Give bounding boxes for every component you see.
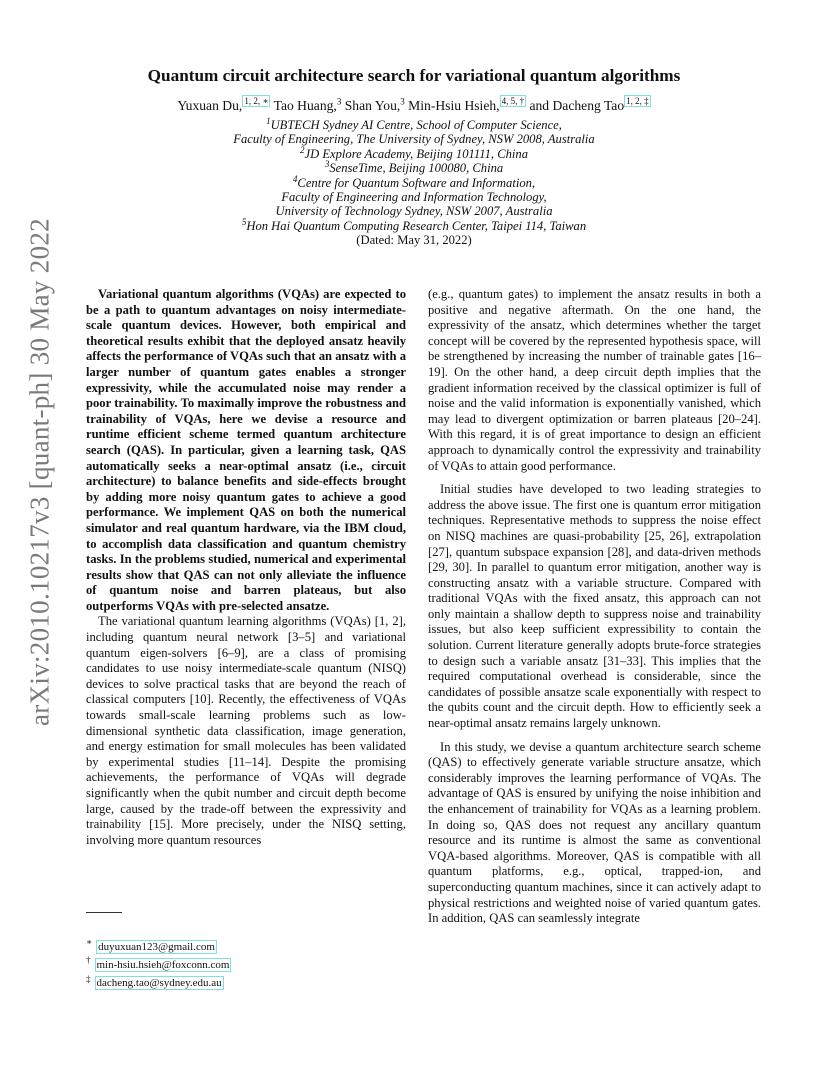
- footnote: ‡ dacheng.tao@sydney.edu.au: [86, 973, 222, 990]
- author-name: Tao Huang,: [273, 98, 337, 113]
- author-sup[interactable]: 1, 2, ‡: [626, 96, 649, 107]
- email-link[interactable]: dacheng.tao@sydney.edu.au: [96, 977, 222, 990]
- body-paragraph: In this study, we devise a quantum architecture search scheme (QAS) to effectively generate variable structure ansatze, which considerably improves the learning performance of VQAs. The advantage of QAS is ensured by unifying the noise inhibition and the enhancement of trainability for VQAs as a learning problem. In doing so, QAS does not request any ancillary quantum resource and its runtime is almost the same as conventional VQA-based algorithms. Moreover, QAS is compatible with all quantum platforms, e.g., optical, trapped-ion, and superconducting quantum machines, since it can actively adapt to physical restrictions and weighted noise of varied quantum gates. In addition, QAS can seamlessly integrate: [428, 739, 761, 926]
- footnote: ∗ duyuxuan123@gmail.com: [86, 937, 215, 953]
- affiliation-line: University of Technology Sydney, NSW 2007, Australia: [275, 204, 553, 219]
- arxiv-id: arXiv:2010.10217v3 [quant-ph] 30 May 2022: [24, 218, 55, 726]
- footnotes: [86, 936, 231, 991]
- affiliation-line: Faculty of Engineering and Information Technology,: [281, 190, 547, 205]
- author-name: Shan You,: [344, 98, 401, 113]
- author-sup: 3: [400, 96, 405, 107]
- author-name: Min-Hsiu Hsieh,: [408, 98, 500, 113]
- author-sup[interactable]: 1, 2, ∗: [244, 96, 269, 107]
- affiliation-line: Faculty of Engineering, The University of Sydney, NSW 2008, Australia: [233, 132, 595, 147]
- author-name: Yuxuan Du,: [177, 98, 243, 113]
- affiliations: [80, 115, 748, 233]
- affiliation-line: $^3$SenseTime, Beijing 100080, China: [324, 159, 504, 176]
- paper-header: [80, 66, 748, 248]
- affiliation-line: $^4$Centre for Quantum Software and Information,: [292, 173, 536, 190]
- affiliation-line: $^1$UBTECH Sydney AI Centre, School of Computer Science,: [266, 115, 562, 132]
- body-paragraph: (e.g., quantum gates) to implement the ansatz results in both a positive and negative aftermath. On the one hand, the expressivity of the ansatz, which determines whether the target concept will be covered by the represented hypothesis space, will be strengthened by increasing the number of trainable gates [16–19]. On the other hand, a deep circuit depth implies that the gradient information received by the classical optimizer is full of noise and the valid information is exponentially vanished, which may lead to divergent optimization or barren plateaus [20–24]. With this regard, it is of great importance to design an efficient approach to dynamically control the expressivity and trainability of VQAs to attain good performance.: [428, 287, 761, 473]
- author-list: [80, 98, 748, 114]
- affiliation-line: $^2$JD Explore Academy, Beijing 101111, China: [300, 144, 528, 161]
- footnote-rule: [86, 912, 122, 913]
- right-column: [428, 287, 761, 927]
- paper-title: Quantum circuit architecture search for variational quantum algorithms: [147, 66, 681, 85]
- email-link[interactable]: duyuxuan123@gmail.com: [98, 940, 215, 953]
- email-link[interactable]: min-hsiu.hsieh@foxconn.com: [96, 958, 230, 971]
- left-column: [86, 287, 406, 848]
- footnote: † min-hsiu.hsieh@foxconn.com: [86, 955, 230, 971]
- author-name: and Dacheng Tao: [529, 98, 625, 113]
- intro-paragraph: The variational quantum learning algorithms (VQAs) [1, 2], including quantum neural network [3–5] and variational quantum eigen-solvers [6–9], are a class of promising candidates to use noisy intermediate-scale quantum (NISQ) devices to solve practical tasks that are beyond the reach of classical computers [10]. Recently, the effectiveness of VQAs towards small-scale learning problems such as low-dimensional synthetic data classification, image generation, and energy estimation for small molecules has been validated by experimental studies [11–14]. Despite the promising achievements, the performance of VQAs will degrade significantly when the qubit number and circuit depth become large, caused by the trade-off between the expressivity and trainability [15]. More precisely, under the NISQ setting, involving more quantum resources: [86, 614, 406, 847]
- arxiv-side-label: [20, 218, 60, 726]
- affiliation-line: $^5$Hon Hai Quantum Computing Research Center, Taipei 114, Taiwan: [241, 216, 587, 233]
- author-sup[interactable]: 4, 5, †: [501, 96, 525, 107]
- body-paragraph: Initial studies have developed to two leading strategies to address the above issue. The first one is quantum error mitigation techniques. Representative methods to suppress the noise effect on NISQ machines are quasi-probability [25, 26], extrapolation [27], quantum subspace expansion [28], and data-driven methods [29, 30]. In parallel to quantum error mitigation, another way is constructing ansatz with a variable structure. Compared with traditional VQAs with the fixed ansatz, this approach can not only maintain a shallow depth to suppress noise and trainability issues, but also keep sufficient expressibility to contain the solution. Current literature generally adopts brute-force strategies to design such a variable ansatz [31–33]. This implies that the required computational overhead is considerable, since the candidates of possible ansatze scale exponentially with respect to the qubits count and the circuit depth. How to efficiently seek a near-optimal ansatz remains largely unknown.: [428, 482, 761, 731]
- author-sup: 3: [336, 96, 342, 107]
- abstract: Variational quantum algorithms (VQAs) are expected to be a path to quantum advantages on noisy intermediate-scale quantum devices. However, both empirical and theoretical results exhibit that the deployed ansatz heavily affects the performance of VQAs such that an ansatz with a larger number of quantum gates enables a stronger expressivity, while the accumulated noise may render a poor trainability. To maximally improve the robustness and trainability of VQAs, here we devise a resource and runtime efficient scheme termed quantum architecture search (QAS). In particular, given a learning task, QAS automatically seeks a near-optimal ansatz (i.e., circuit architecture) to balance benefits and side-effects brought by adding more noisy quantum gates to achieve a good performance. We implement QAS on both the numerical simulator and real quantum hardware, via the IBM cloud, to accomplish data classification and quantum chemistry tasks. In the problems studied, numerical and experimental results show that QAS can not only alleviate the influence of quantum noise and barren plateaus, but also outperforms VQAs with pre-selected ansatze.: [86, 287, 406, 613]
- date-line: (Dated: May 31, 2022): [356, 233, 472, 248]
